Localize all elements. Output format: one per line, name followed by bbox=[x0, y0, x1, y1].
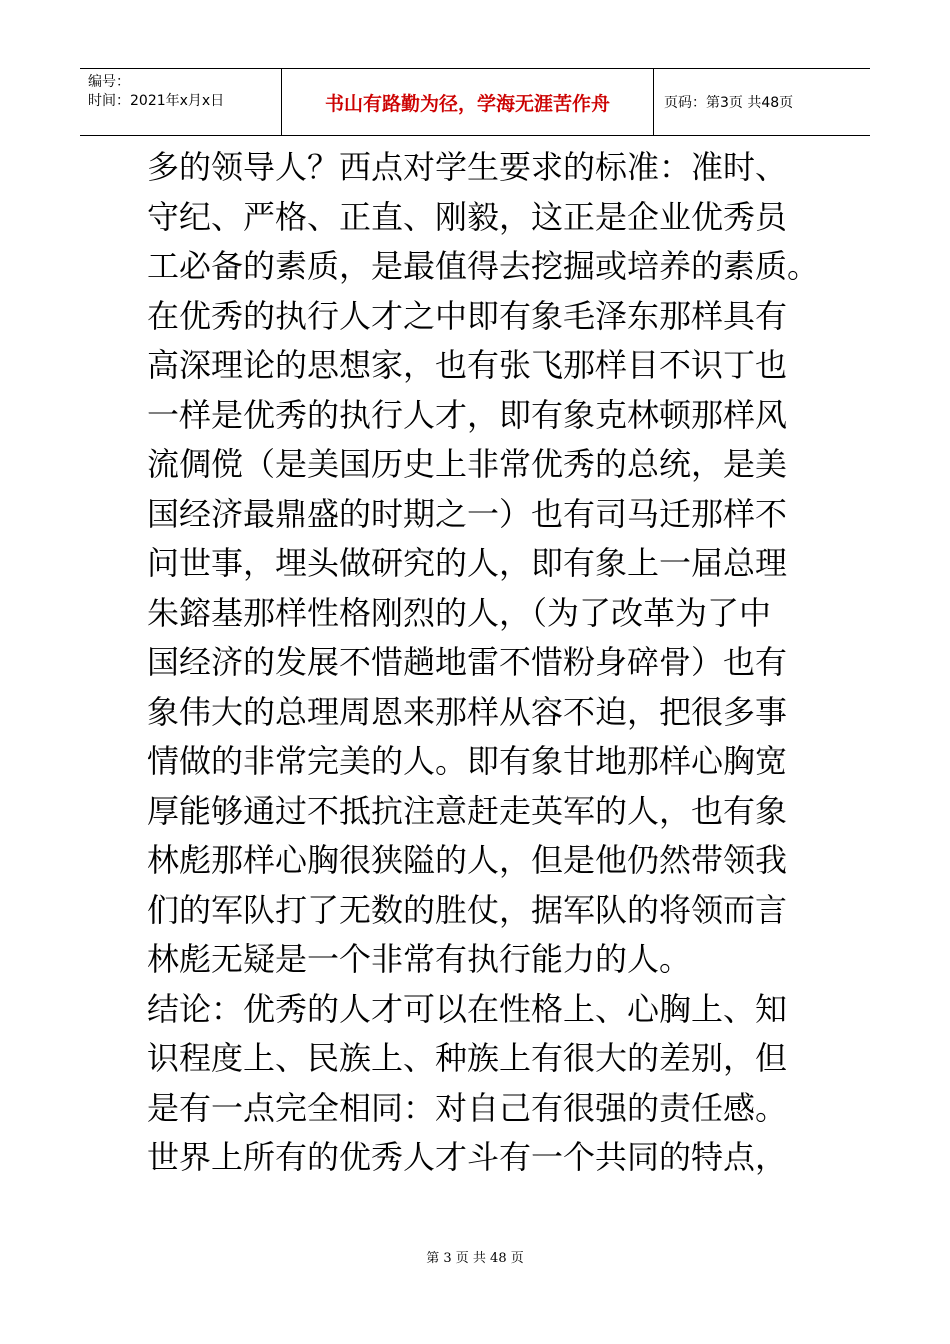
page-header bbox=[80, 68, 870, 136]
body-line: 一样是优秀的执行人才，即有象克林顿那样风 bbox=[147, 395, 788, 434]
body-line: 们的军队打了无数的胜仗，据军队的将领而言 bbox=[147, 890, 788, 929]
document-time-label: 时间：2021年x月x日 bbox=[88, 93, 225, 109]
header-motto: 书山有路勤为径，学海无涯苦作舟 bbox=[282, 69, 654, 135]
body-line: 国经济最鼎盛的时期之一）也有司马迁那样不 bbox=[147, 494, 788, 533]
body-line: 厚能够通过不抵抗注意赶走英军的人，也有象 bbox=[147, 791, 788, 830]
body-line: 多的领导人？西点对学生要求的标准：准时、 bbox=[147, 148, 788, 186]
body-line: 识程度上、民族上、种族上有很大的差别，但 bbox=[147, 1039, 788, 1077]
document-number-label: 编号： bbox=[88, 74, 130, 90]
body-line: 情做的非常完美的人。即有象甘地那样心胸宽 bbox=[147, 742, 788, 780]
body-line: 林彪那样心胸很狭隘的人，但是他仍然带领我 bbox=[147, 841, 788, 879]
header-meta bbox=[80, 69, 282, 135]
body-line: 高深理论的思想家，也有张飞那样目不识丁也 bbox=[147, 346, 788, 384]
body-line: 守纪、严格、正直、刚毅，这正是企业优秀员 bbox=[147, 197, 788, 236]
header-page-info: 页码：第3页 共48页 bbox=[664, 95, 794, 111]
body-line: 流倜傥（是美国历史上非常优秀的总统，是美 bbox=[147, 445, 788, 483]
body-line: 朱鎔基那样性格刚烈的人，（为了改革为了中 bbox=[147, 593, 772, 632]
body-line: 在优秀的执行人才之中即有象毛泽东那样具有 bbox=[147, 296, 788, 335]
body-line: 是有一点完全相同：对自己有很强的责任感。 bbox=[147, 1088, 788, 1127]
body-line: 问世事，埋头做研究的人，即有象上一届总理 bbox=[147, 544, 788, 582]
body-line: 林彪无疑是一个非常有执行能力的人。 bbox=[147, 940, 692, 978]
document-body bbox=[147, 143, 820, 1183]
body-line: 世界上所有的优秀人才斗有一个共同的特点， bbox=[147, 1138, 788, 1176]
body-line: 象伟大的总理周恩来那样从容不迫，把很多事 bbox=[147, 692, 788, 731]
body-line: 结论：优秀的人才可以在性格上、心胸上、知 bbox=[147, 989, 788, 1028]
body-line: 国经济的发展不惜趟地雷不惜粉身碎骨）也有 bbox=[147, 643, 788, 681]
page-footer: 第 3 页 共 48 页 bbox=[426, 1251, 524, 1266]
body-line: 工必备的素质，是最值得去挖掘或培养的素质。 bbox=[147, 247, 820, 285]
